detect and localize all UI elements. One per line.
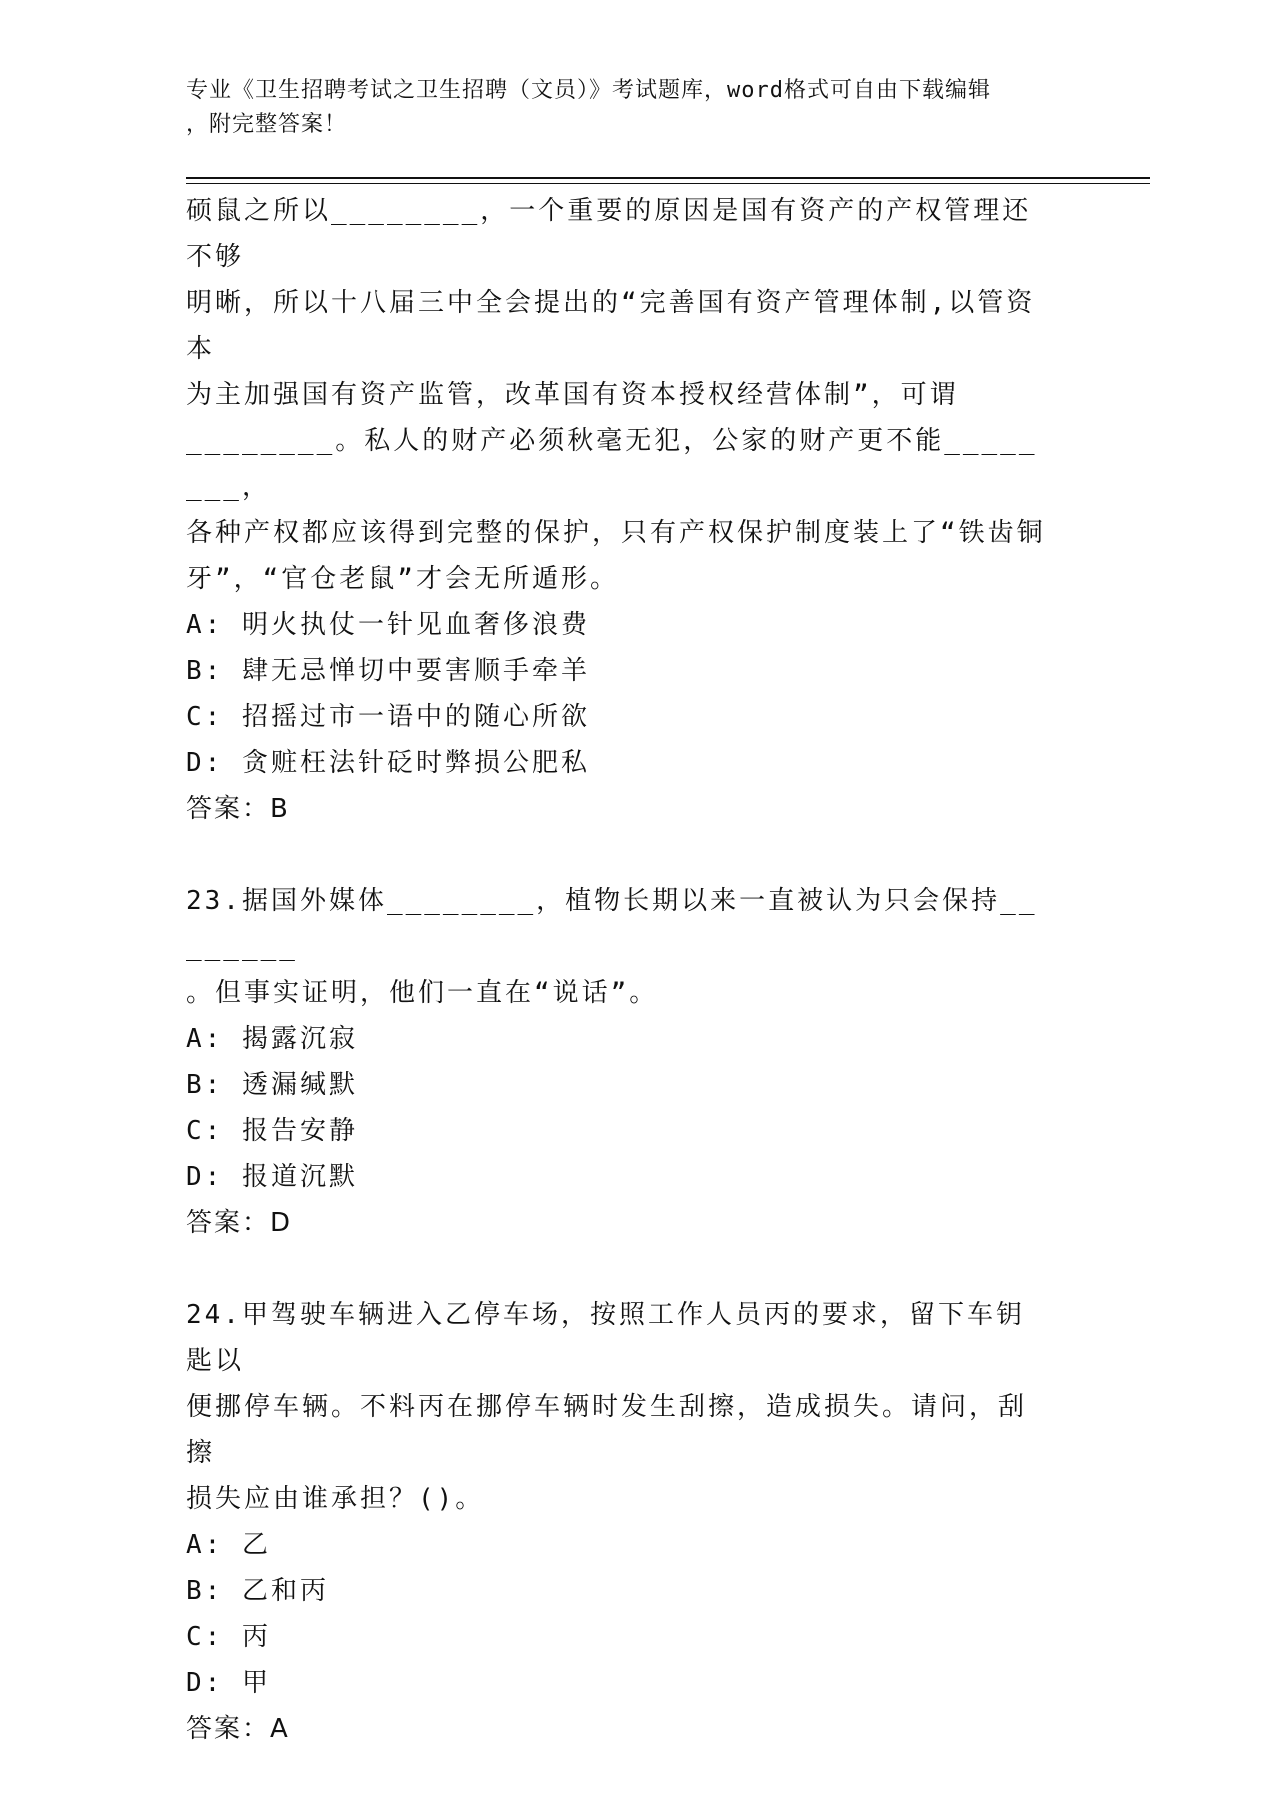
answer-text: 答案：B xyxy=(186,794,290,824)
stem-line: 为主加强国有资产监管，改革国有资本授权经营体制”，可谓 xyxy=(186,380,959,410)
header-line-2: ，附完整答案！ xyxy=(186,112,348,137)
question-24 xyxy=(186,1292,1046,1752)
answer-text: 答案：A xyxy=(186,1714,290,1744)
option-d: D: 报道沉默 xyxy=(186,1162,358,1192)
answer-text: 答案：D xyxy=(186,1208,293,1238)
option-c: C: 招摇过市一语中的随心所欲 xyxy=(186,702,590,732)
stem-line: 24.甲驾驶车辆进入乙停车场，按照工作人员丙的要求，留下车钥匙以 xyxy=(186,1300,1025,1376)
option-d: D: 贪赃枉法针砭时弊损公肥私 xyxy=(186,748,590,778)
stem-line: 各种产权都应该得到完整的保护，只有产权保护制度装上了“铁齿铜 xyxy=(186,518,1046,548)
option-a: A: 明火执仗一针见血奢侈浪费 xyxy=(186,610,590,640)
stem-line: 牙”，“官仓老鼠”才会无所遁形。 xyxy=(186,564,619,594)
document-header xyxy=(186,74,1066,142)
question-22 xyxy=(186,188,1046,832)
stem-line: 。但事实证明，他们一直在“说话”。 xyxy=(186,978,659,1008)
option-c: C: 报告安静 xyxy=(186,1116,358,1146)
header-divider-thin xyxy=(186,183,1150,184)
option-b: B: 肆无忌惮切中要害顺手牵羊 xyxy=(186,656,590,686)
question-stem xyxy=(186,878,1046,1016)
option-a: A: 揭露沉寂 xyxy=(186,1024,358,1054)
question-list xyxy=(186,188,1046,1798)
question-stem xyxy=(186,1292,1046,1522)
option-b: B: 透漏缄默 xyxy=(186,1070,358,1100)
option-b: B: 乙和丙 xyxy=(186,1576,329,1606)
header-divider-thick xyxy=(186,177,1150,179)
stem-line: 硕鼠之所以________，一个重要的原因是国有资产的产权管理还不够 xyxy=(186,196,1032,272)
header-line-1: 专业《卫生招聘考试之卫生招聘（文员）》考试题库，word格式可自由下载编辑 xyxy=(186,78,991,103)
stem-line: ________。私人的财产必须秋毫无犯，公家的财产更不能________， xyxy=(186,426,1038,502)
stem-line: 明晰，所以十八届三中全会提出的“完善国有资产管理体制,以管资本 xyxy=(186,288,1036,364)
question-23 xyxy=(186,878,1046,1246)
stem-line: 损失应由谁承担？()。 xyxy=(186,1484,485,1514)
option-d: D: 甲 xyxy=(186,1668,271,1698)
stem-line: 便挪停车辆。不料丙在挪停车辆时发生刮擦，造成损失。请问，刮擦 xyxy=(186,1392,1028,1468)
option-a: A: 乙 xyxy=(186,1530,271,1560)
stem-line: 23.据国外媒体________，植物长期以来一直被认为只会保持________ xyxy=(186,886,1038,962)
question-stem xyxy=(186,188,1046,602)
option-c: C: 丙 xyxy=(186,1622,271,1652)
